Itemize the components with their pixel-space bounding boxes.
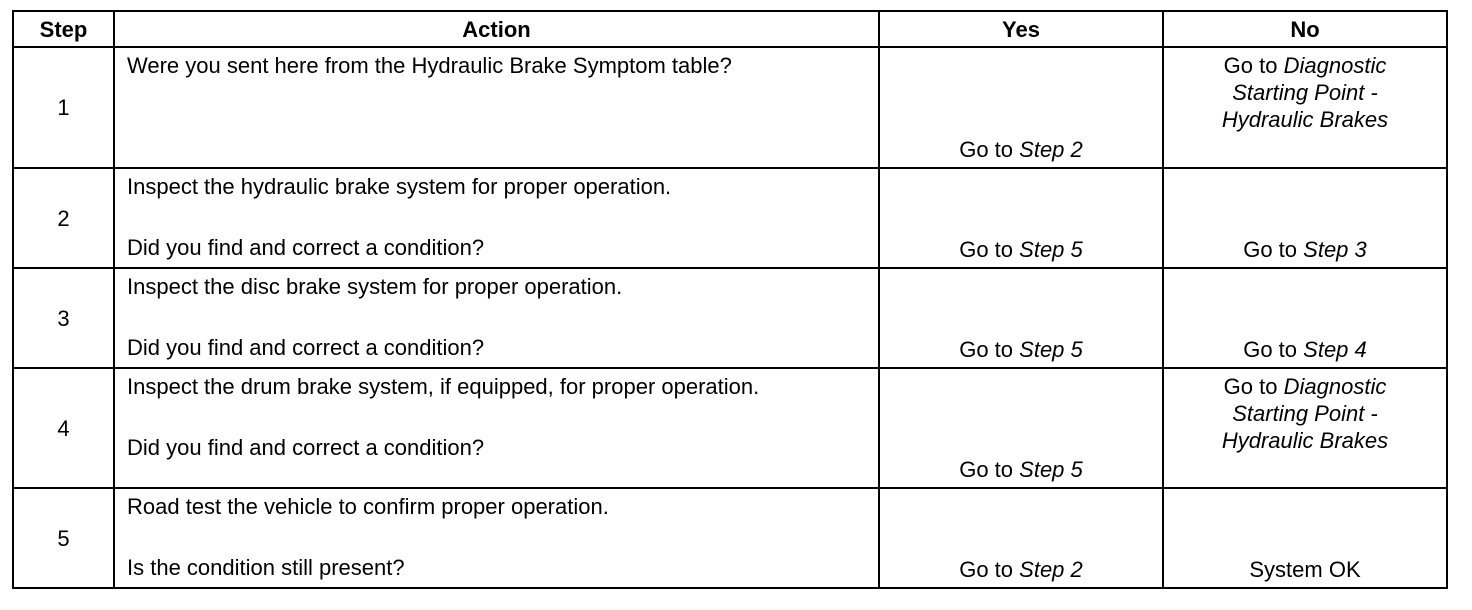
yes-step-link[interactable]: Step 2: [1019, 137, 1083, 162]
yes-cell: [879, 488, 1163, 588]
yes-prefix: Go to: [959, 137, 1014, 162]
action-text: Were you sent here from the Hydraulic Brake Symptom table?: [127, 53, 732, 78]
table-row: [13, 368, 1447, 488]
no-step-link[interactable]: Step 4: [1303, 337, 1367, 362]
table-row: [13, 47, 1447, 168]
action-text: Inspect the hydraulic brake system for proper operation.: [127, 174, 672, 199]
table-row: [13, 488, 1447, 588]
no-prefix: Go to: [1243, 337, 1298, 362]
no-step-link[interactable]: Step 3: [1303, 237, 1367, 262]
action-cell: [114, 47, 879, 168]
action-cell: [114, 268, 879, 368]
step-number: 4: [13, 368, 114, 488]
no-ref-line-3[interactable]: Hydraulic Brakes: [1221, 428, 1389, 453]
header-no: No: [1163, 11, 1447, 47]
no-cell: [1163, 47, 1447, 168]
action-cell: [114, 168, 879, 268]
header-row: [13, 11, 1447, 47]
yes-prefix: Go to: [959, 337, 1014, 362]
no-cell: [1163, 168, 1447, 268]
no-ref-line-3[interactable]: Hydraulic Brakes: [1221, 107, 1389, 132]
no-ref-line-2[interactable]: Starting Point -: [1232, 401, 1378, 426]
no-cell: [1163, 488, 1447, 588]
question-text: Did you find and correct a condition?: [127, 235, 485, 260]
yes-step-link[interactable]: Step 5: [1019, 337, 1083, 362]
no-prefix: Go to: [1223, 374, 1278, 399]
yes-cell: [879, 268, 1163, 368]
step-number: 5: [13, 488, 114, 588]
diagnostic-table: [12, 10, 1448, 589]
no-ref-line-1[interactable]: Diagnostic: [1283, 374, 1387, 399]
table-row: [13, 268, 1447, 368]
header-action: Action: [114, 11, 879, 47]
yes-step-link[interactable]: Step 5: [1019, 237, 1083, 262]
no-cell: [1163, 268, 1447, 368]
yes-cell: [879, 47, 1163, 168]
yes-step-link[interactable]: Step 5: [1019, 457, 1083, 482]
no-ref-line-2[interactable]: Starting Point -: [1232, 80, 1378, 105]
no-cell: [1163, 368, 1447, 488]
action-cell: [114, 368, 879, 488]
no-result: System OK: [1249, 557, 1361, 582]
step-number: 3: [13, 268, 114, 368]
header-yes: Yes: [879, 11, 1163, 47]
question-text: Did you find and correct a condition?: [127, 335, 485, 360]
yes-prefix: Go to: [959, 457, 1014, 482]
yes-prefix: Go to: [959, 557, 1014, 582]
table-row: [13, 168, 1447, 268]
no-ref-line-1[interactable]: Diagnostic: [1283, 53, 1387, 78]
question-text: Is the condition still present?: [127, 555, 405, 580]
yes-prefix: Go to: [959, 237, 1014, 262]
yes-step-link[interactable]: Step 2: [1019, 557, 1083, 582]
action-text: Road test the vehicle to confirm proper operation.: [127, 494, 609, 519]
step-number: 1: [13, 47, 114, 168]
question-text: Did you find and correct a condition?: [127, 435, 485, 460]
yes-cell: [879, 368, 1163, 488]
no-prefix: Go to: [1243, 237, 1298, 262]
header-step: Step: [13, 11, 114, 47]
action-text: Inspect the drum brake system, if equipped, for proper operation.: [127, 374, 760, 399]
yes-cell: [879, 168, 1163, 268]
no-prefix: Go to: [1223, 53, 1278, 78]
action-cell: [114, 488, 879, 588]
step-number: 2: [13, 168, 114, 268]
action-text: Inspect the disc brake system for proper operation.: [127, 274, 623, 299]
